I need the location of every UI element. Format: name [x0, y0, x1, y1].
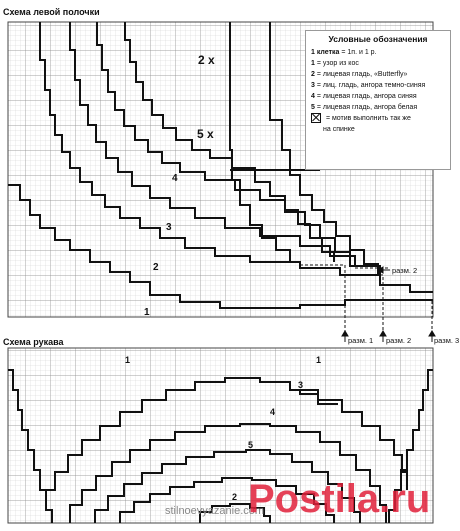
legend-row-motif-2 [311, 124, 445, 135]
front-label-3: 3 [166, 222, 172, 233]
size-label-2-side: разм. 2 [392, 266, 418, 275]
front-label-2x: 2 x [198, 53, 215, 67]
legend-title: Условные обозначения [328, 34, 428, 44]
front-label-1: 1 [144, 307, 150, 318]
legend-text: = лицевая гладь, ангора белая [314, 104, 418, 111]
legend-row-5 [311, 102, 445, 113]
watermark-site: stilnoevyazanie.com [165, 505, 265, 517]
legend-key: 3 [311, 82, 315, 89]
legend-row-2 [311, 69, 445, 80]
sleeve-label-4: 4 [270, 407, 276, 417]
legend-key: 4 [311, 93, 315, 100]
legend-text: = лицевая гладь, «Butterfly» [314, 71, 408, 78]
legend-cell-val: = 1п. и 1 р. [339, 49, 377, 56]
size-label-3: разм. 3 [434, 336, 460, 345]
crossed-box-icon [311, 113, 321, 123]
legend-row-4 [311, 91, 445, 102]
size-label-1: разм. 1 [348, 336, 374, 345]
legend-cell-key: 1 клетка [311, 49, 340, 56]
sleeve-label-2: 2 [232, 492, 238, 502]
sleeve-label-3: 3 [298, 380, 304, 390]
sleeve-label-1a: 1 [125, 355, 131, 365]
legend-text: = лицевая гладь, ангора синяя [314, 93, 417, 100]
legend-row-1 [311, 58, 445, 69]
legend-row-3 [311, 80, 445, 91]
legend-motif-line2: на спинке [323, 126, 355, 133]
size-label-2: разм. 2 [386, 336, 412, 345]
legend-row-cell [311, 47, 445, 58]
legend [305, 30, 451, 170]
watermark-logo: Postila.ru [248, 477, 431, 521]
front-label-4: 4 [172, 173, 178, 184]
front-label-5x: 5 x [197, 127, 214, 141]
sleeve-label-1b: 1 [316, 355, 322, 365]
legend-key: 2 [311, 71, 315, 78]
title-left-front: Схема левой полочки [3, 7, 100, 17]
legend-row-motif [311, 113, 445, 124]
sleeve-label-5: 5 [248, 440, 254, 450]
legend-key: 5 [311, 104, 315, 111]
title-sleeve: Схема рукава [3, 337, 64, 347]
legend-key: 1 [311, 60, 315, 67]
legend-text: = лиц. гладь, ангора темно-синяя [314, 82, 426, 89]
front-label-2: 2 [153, 262, 159, 273]
legend-motif-line1: = мотив выполнить так же [324, 115, 411, 122]
legend-text: = узор из кос [314, 60, 359, 67]
